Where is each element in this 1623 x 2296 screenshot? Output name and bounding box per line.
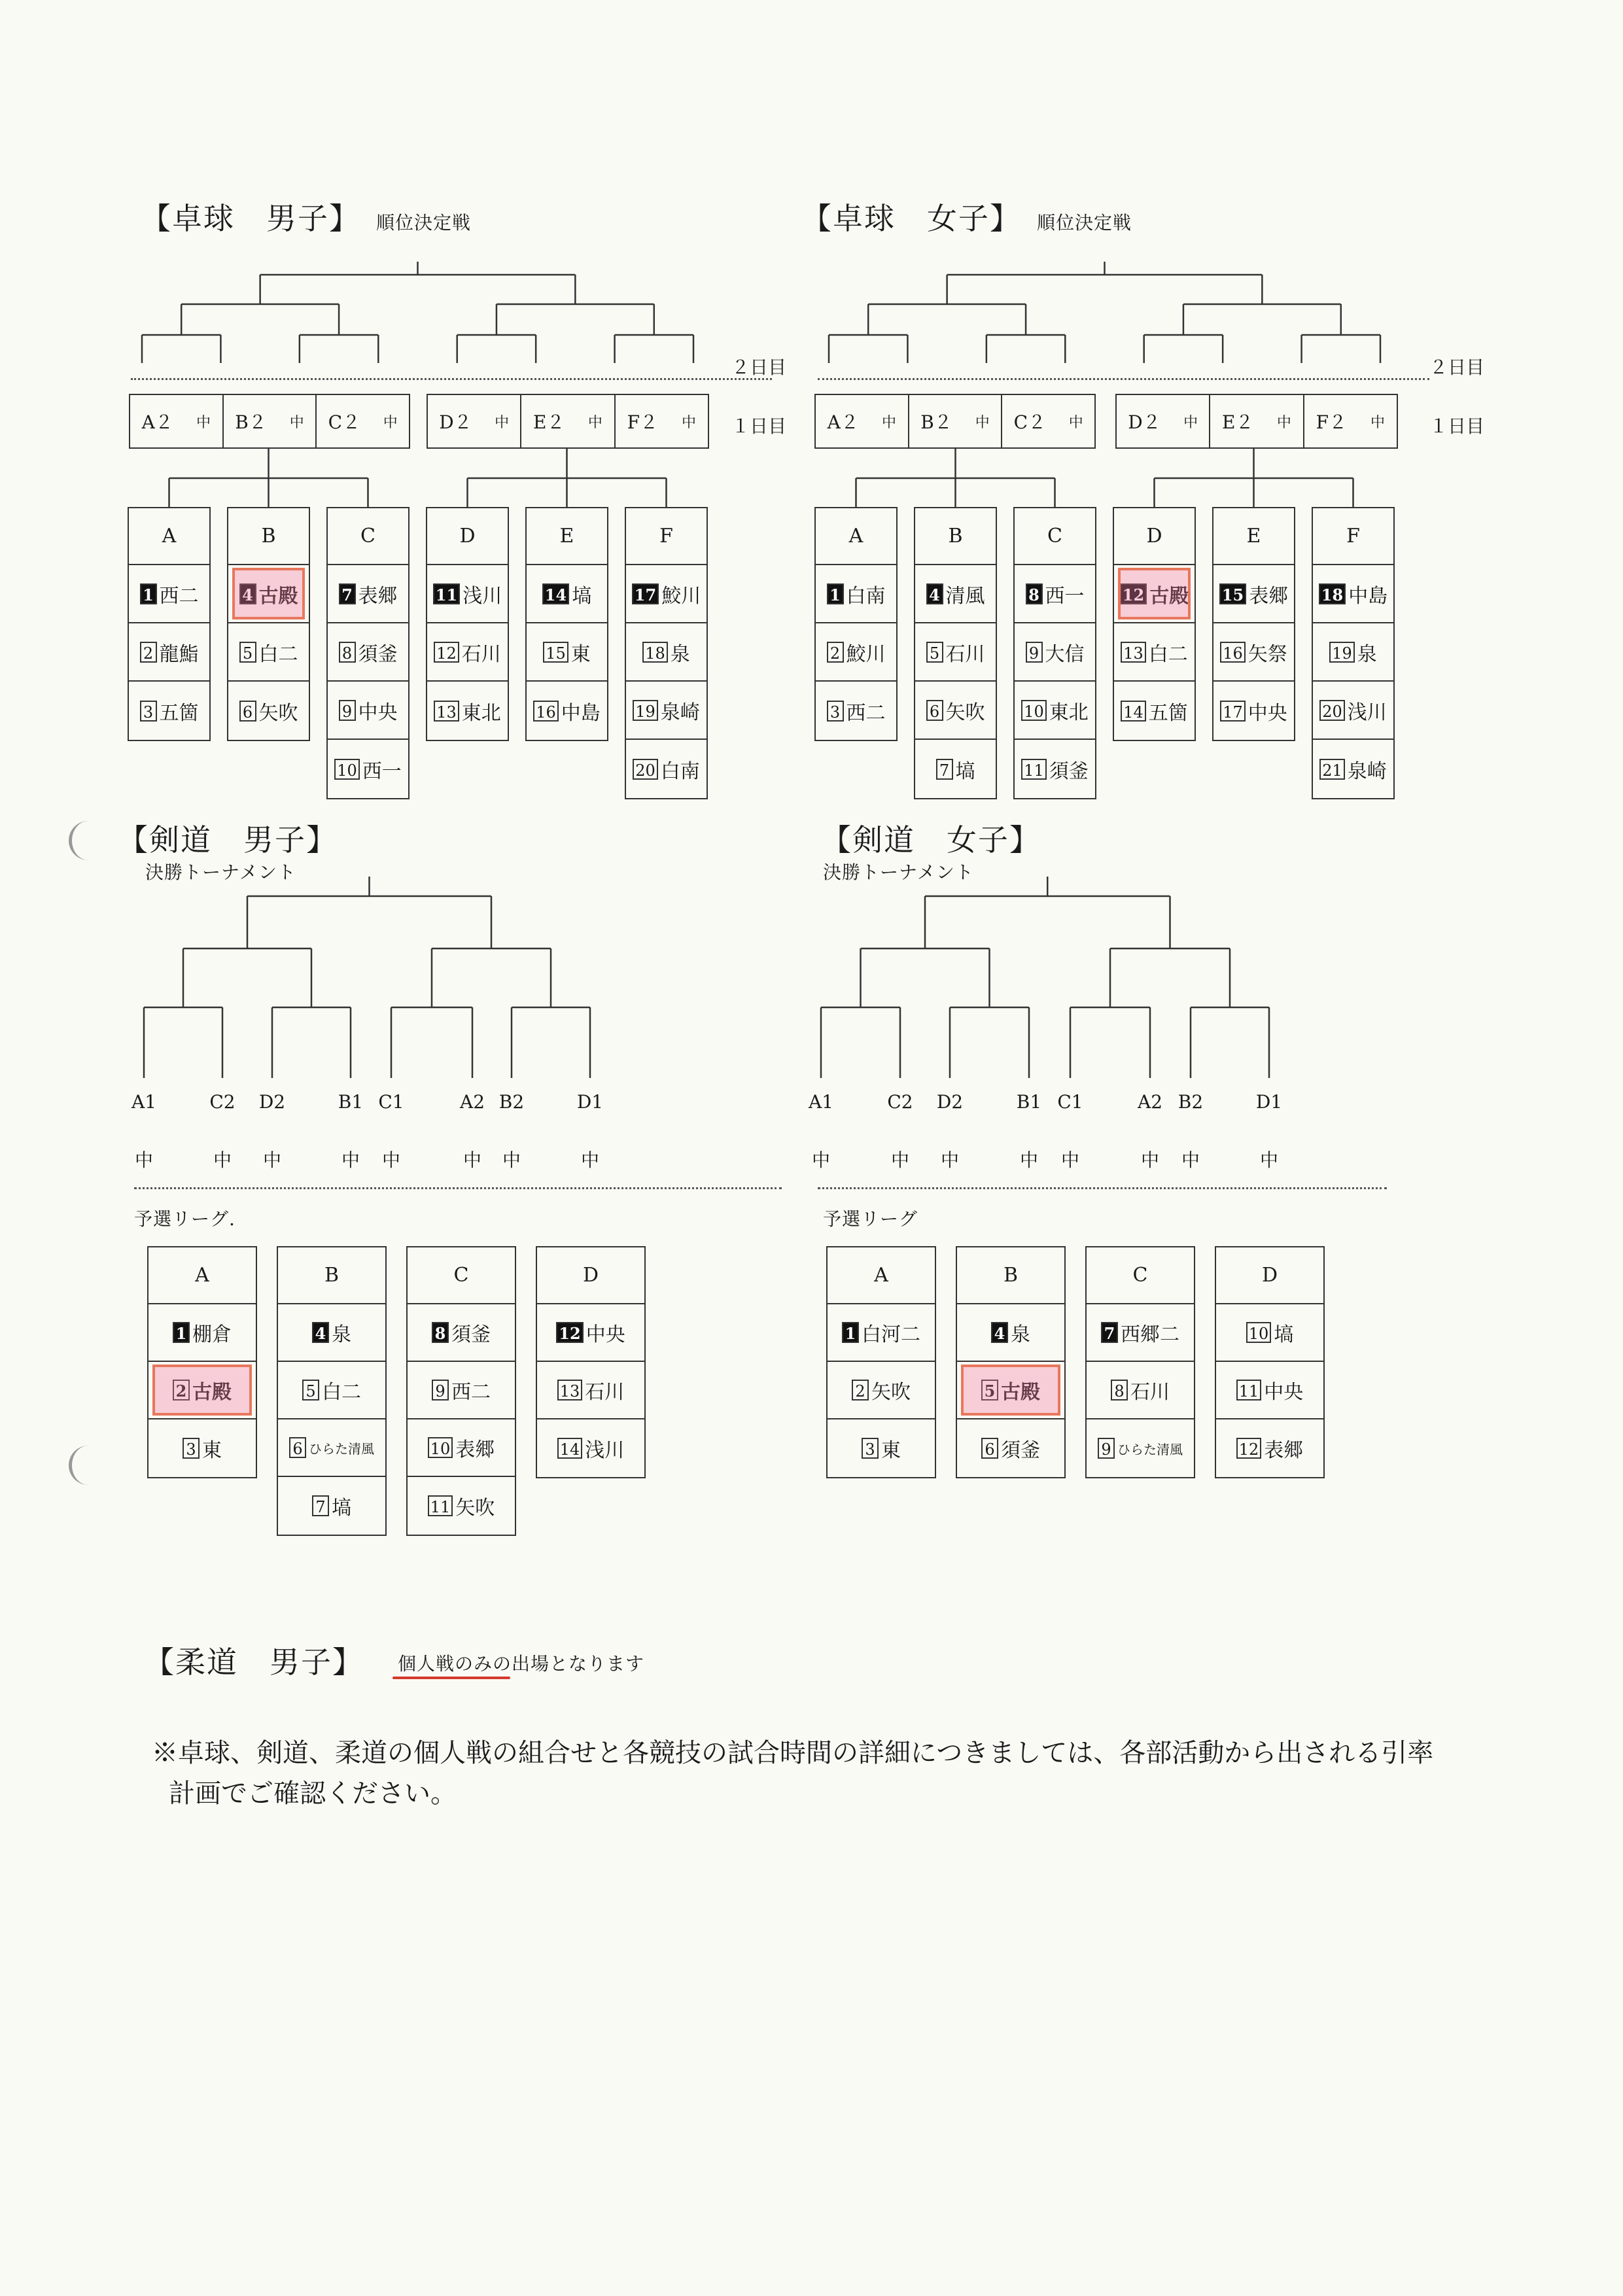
team-name: 白二	[1148, 642, 1188, 666]
team-name: 白南	[846, 584, 886, 608]
entry-number: 19	[1329, 642, 1355, 663]
team-name: 中央	[1248, 701, 1287, 725]
tt-men-qual-e2: E２ 中	[521, 395, 615, 447]
team-name: 龍鮨	[159, 642, 199, 666]
entry-number: 10	[1021, 700, 1047, 721]
tt-men-subtitle: 順位決定戦	[376, 212, 472, 234]
entry-number: 7	[339, 583, 356, 604]
team-name: 塙	[955, 759, 975, 783]
team-name: 石川	[461, 642, 501, 666]
bracket-slot-label: D1	[1255, 1091, 1283, 1113]
bracket-slot-label: C2	[887, 1091, 913, 1113]
entry-number: 13	[557, 1380, 583, 1400]
tt-women-qual-a2: A２ 中	[816, 395, 909, 447]
group-header: B	[278, 1247, 385, 1304]
entry-number: 6	[981, 1438, 998, 1459]
team-name: 西一	[362, 759, 402, 783]
bracket-slot-label: B2	[1178, 1091, 1204, 1113]
entry-number: 6	[239, 701, 256, 722]
team-name: ひらた清風	[309, 1440, 374, 1457]
bracket-slot-label: D2	[936, 1091, 964, 1113]
team-name: 浅川	[1347, 701, 1387, 724]
bracket-slot-mark: 中	[213, 1149, 232, 1171]
team-name: 浅川	[585, 1439, 625, 1462]
team-name: 須釜	[451, 1323, 491, 1346]
team-name: 泉	[1357, 642, 1377, 666]
entry-number: 13	[1121, 642, 1146, 663]
kendo-men-league-label: 予選リーグ.	[134, 1208, 236, 1230]
entry-number: 7	[312, 1495, 329, 1516]
group-header: C	[1087, 1247, 1194, 1304]
kendo-men-final-label: 決勝トーナメント	[145, 861, 296, 883]
team-name: 矢祭	[1248, 642, 1287, 666]
bracket-slot-mark: 中	[1140, 1149, 1159, 1171]
entry-number: 3	[862, 1438, 879, 1459]
entry-number: 14	[1121, 701, 1146, 722]
group-header: E	[527, 508, 607, 565]
bracket-slot-label: C1	[378, 1091, 404, 1113]
bracket-slot-mark: 中	[262, 1149, 281, 1171]
team-name: 矢吹	[258, 701, 298, 725]
bracket-slot-label: B1	[338, 1091, 364, 1113]
entry-number: 14	[557, 1438, 583, 1459]
team-name: 西二	[159, 584, 199, 608]
tt-men-qual-b2: B２ 中	[224, 395, 317, 447]
tt-women-day1-label: １日目	[1429, 415, 1485, 437]
team-name: 東北	[461, 701, 501, 725]
tt-women-title: 【卓球 女子】 順位決定戦	[801, 201, 1132, 236]
team-name: 白河二	[862, 1323, 920, 1346]
entry-number: 1	[173, 1322, 190, 1343]
entry-number: 20	[1319, 700, 1345, 721]
team-name: 塙	[572, 584, 592, 608]
team-name: 古殿	[1001, 1381, 1040, 1404]
entry-number: 11	[1021, 759, 1047, 780]
entry-number: 10	[1246, 1322, 1272, 1343]
entry-number: 1	[140, 583, 157, 604]
team-name: 泉	[332, 1323, 351, 1346]
tt-women-qual-c2: C２ 中	[1013, 411, 1083, 433]
team-name: 表郷	[358, 584, 398, 608]
entry-number: 15	[1219, 583, 1246, 604]
team-name: 浅川	[462, 584, 502, 608]
team-name: 古殿	[192, 1381, 232, 1404]
entry-number: 5	[302, 1380, 319, 1400]
entry-number: 20	[633, 759, 658, 780]
group-header: F	[1313, 508, 1393, 565]
team-name: 大信	[1045, 642, 1085, 666]
entry-number: 14	[542, 583, 569, 604]
team-name: 石川	[945, 642, 985, 666]
bracket-slot-mark: 中	[381, 1149, 400, 1171]
entry-number: 2	[140, 642, 157, 663]
team-name: 塙	[332, 1497, 351, 1520]
bracket-slot-mark: 中	[462, 1149, 481, 1171]
team-name: 泉	[670, 642, 690, 666]
entry-number: 8	[432, 1322, 449, 1343]
entry-number: 5	[239, 642, 256, 663]
team-name: 石川	[1130, 1381, 1170, 1404]
entry-number: 2	[827, 642, 844, 663]
footnote-line-2: 計画でご確認ください。	[169, 1779, 457, 1809]
entry-number: 18	[1319, 583, 1346, 604]
entry-number: 3	[183, 1438, 200, 1459]
entry-number: 6	[926, 700, 943, 721]
entry-number: 11	[433, 583, 460, 604]
team-name: 泉崎	[660, 701, 700, 724]
team-name: 東	[570, 642, 591, 666]
tt-women-subtitle: 順位決定戦	[1037, 212, 1132, 234]
bracket-slot-mark: 中	[580, 1149, 599, 1171]
entry-number: 2	[852, 1380, 869, 1400]
entry-number: 12	[556, 1322, 583, 1343]
group-header: E	[1213, 508, 1294, 565]
entry-number: 16	[533, 701, 559, 722]
group-header: A	[828, 1247, 935, 1304]
team-name: ひらた清風	[1117, 1441, 1183, 1457]
bracket-slot-label: A2	[1137, 1091, 1163, 1113]
entry-number: 7	[936, 759, 953, 780]
team-name: 白二	[258, 642, 298, 666]
team-name: 中央	[585, 1323, 625, 1346]
bracket-slot-label: A1	[808, 1091, 834, 1113]
bracket-slot-label: D1	[576, 1091, 604, 1113]
team-name: 矢吹	[871, 1381, 911, 1404]
group-header: B	[228, 508, 309, 565]
bracket-slot-label: D2	[258, 1091, 286, 1113]
tt-women-qual-e2: E２ 中	[1210, 395, 1304, 447]
team-name: 矢吹	[945, 701, 985, 724]
team-name: 白南	[660, 759, 700, 783]
team-name: 清風	[945, 584, 985, 608]
bracket-slot-mark: 中	[890, 1149, 909, 1171]
entry-number: 4	[926, 583, 943, 604]
team-name: 中央	[1264, 1381, 1304, 1404]
team-name: 鮫川	[661, 584, 701, 608]
entry-number: 18	[642, 642, 668, 663]
entry-number: 15	[543, 642, 568, 663]
entry-number: 5	[926, 642, 943, 663]
team-name: 西二	[451, 1381, 491, 1404]
bracket-slot-label: A1	[131, 1091, 157, 1113]
group-header: D	[1216, 1247, 1323, 1304]
entry-number: 10	[334, 759, 360, 780]
entry-number: 19	[633, 700, 658, 721]
group-header: A	[816, 508, 896, 565]
team-name: 須釜	[358, 642, 398, 666]
team-name: 表郷	[1264, 1439, 1304, 1462]
bracket-slot-label: C1	[1057, 1091, 1083, 1113]
entry-number: 12	[1120, 583, 1147, 604]
footnote-line-1: ※卓球、剣道、柔道の個人戦の組合せと各競技の試合時間の詳細につきましては、各部活動から出される引率	[152, 1738, 1434, 1768]
entry-number: 3	[140, 701, 157, 722]
team-name: 須釜	[1001, 1439, 1040, 1462]
entry-number: 13	[434, 701, 459, 722]
group-header: F	[626, 508, 707, 565]
group-header: C	[328, 508, 408, 565]
entry-number: 9	[1098, 1438, 1115, 1459]
bracket-slot-mark: 中	[1259, 1149, 1278, 1171]
bracket-slot-mark: 中	[134, 1149, 153, 1171]
team-name: 塙	[1274, 1323, 1294, 1346]
team-name: 表郷	[455, 1438, 495, 1461]
kendo-women-title: 【剣道 女子】	[821, 822, 1041, 858]
team-name: 五箇	[1148, 701, 1188, 725]
team-name: 泉	[1011, 1323, 1030, 1346]
entry-number: 16	[1220, 642, 1246, 663]
entry-number: 4	[312, 1322, 329, 1343]
team-name: 中島	[1348, 584, 1388, 608]
judo-title: 【柔道 男子】	[144, 1644, 364, 1680]
entry-number: 9	[339, 700, 356, 721]
team-name: 西二	[846, 701, 886, 725]
tt-women-qual-b2: B２ 中	[909, 395, 1003, 447]
bracket-slot-mark: 中	[502, 1149, 521, 1171]
entry-number: 3	[827, 701, 844, 722]
bracket-slot-mark: 中	[940, 1149, 959, 1171]
entry-number: 17	[632, 583, 659, 604]
entry-number: 11	[1236, 1380, 1262, 1400]
entry-number: 4	[239, 583, 256, 604]
team-name: 泉崎	[1347, 759, 1387, 783]
entry-number: 9	[1026, 642, 1043, 663]
group-header: B	[915, 508, 996, 565]
team-name: 表郷	[1249, 584, 1289, 608]
team-name: 西郷二	[1121, 1323, 1179, 1346]
team-name: 東北	[1049, 701, 1089, 724]
group-header: D	[537, 1247, 644, 1304]
group-header: C	[408, 1247, 515, 1304]
group-header: B	[957, 1247, 1064, 1304]
tt-men-qual-d2: D２ 中	[428, 395, 521, 447]
entry-number: 8	[339, 642, 356, 663]
bracket-slot-label: C2	[209, 1091, 236, 1113]
team-name: 古殿	[258, 584, 298, 608]
bracket-slot-label: A2	[459, 1091, 485, 1113]
bracket-slot-label: B1	[1016, 1091, 1042, 1113]
tt-men-qual-a2: A２ 中	[130, 395, 224, 447]
team-name: 西一	[1045, 584, 1085, 608]
entry-number: 4	[991, 1322, 1008, 1343]
entry-number: 12	[434, 642, 459, 663]
entry-number: 6	[289, 1437, 306, 1458]
bracket-slot-mark: 中	[1019, 1149, 1038, 1171]
team-name: 五箇	[159, 701, 199, 725]
bracket-slot-mark: 中	[341, 1149, 360, 1171]
tt-men-day2-label: ２日目	[731, 357, 787, 378]
kendo-men-title: 【剣道 男子】	[118, 822, 338, 858]
kendo-women-league-label: 予選リーグ	[823, 1208, 918, 1230]
team-name: 白二	[322, 1381, 361, 1404]
team-name: 東	[202, 1439, 222, 1462]
group-header: A	[148, 1247, 256, 1304]
tt-women-qual-d2: D２ 中	[1117, 395, 1210, 447]
team-name: 須釜	[1049, 759, 1089, 783]
team-name: 矢吹	[455, 1497, 495, 1520]
tt-men-qual-f2: F２ 中	[627, 411, 697, 433]
entry-number: 8	[1111, 1380, 1128, 1400]
team-name: 鮫川	[846, 642, 886, 666]
group-header: C	[1015, 508, 1095, 565]
judo-note: 個人戦のみの出場となります	[398, 1653, 645, 1675]
entry-number: 17	[1220, 701, 1246, 722]
entry-number: 5	[981, 1380, 998, 1400]
team-name: 石川	[585, 1381, 625, 1404]
entry-number: 9	[432, 1380, 449, 1400]
group-header: A	[129, 508, 209, 565]
bracket-slot-mark: 中	[811, 1149, 830, 1171]
bracket-slot-mark: 中	[1181, 1149, 1200, 1171]
team-name: 中島	[561, 701, 601, 725]
tt-men-day1-label: １日目	[731, 415, 787, 437]
kendo-women-final-label: 決勝トーナメント	[823, 861, 974, 883]
entry-number: 7	[1101, 1322, 1118, 1343]
tt-men-title: 【卓球 男子】 順位決定戦	[141, 201, 472, 236]
entry-number: 2	[173, 1380, 190, 1400]
bracket-slot-label: B2	[498, 1091, 525, 1113]
group-header: D	[427, 508, 508, 565]
team-name: 東	[881, 1439, 901, 1462]
team-name: 古殿	[1149, 584, 1189, 608]
group-header: D	[1114, 508, 1195, 565]
team-name: 棚倉	[192, 1323, 232, 1346]
bracket-slot-mark: 中	[1060, 1149, 1079, 1171]
tt-men-qual-c2: C２ 中	[328, 411, 398, 433]
entry-number: 21	[1319, 759, 1345, 780]
team-name: 中央	[358, 701, 398, 724]
entry-number: 11	[428, 1495, 453, 1516]
entry-number: 10	[428, 1437, 453, 1458]
entry-number: 8	[1026, 583, 1043, 604]
entry-number: 1	[842, 1322, 859, 1343]
tt-women-qual-f2: F２ 中	[1316, 411, 1386, 433]
entry-number: 12	[1236, 1438, 1262, 1459]
tt-women-day2-label: ２日目	[1429, 357, 1485, 378]
entry-number: 1	[827, 583, 844, 604]
